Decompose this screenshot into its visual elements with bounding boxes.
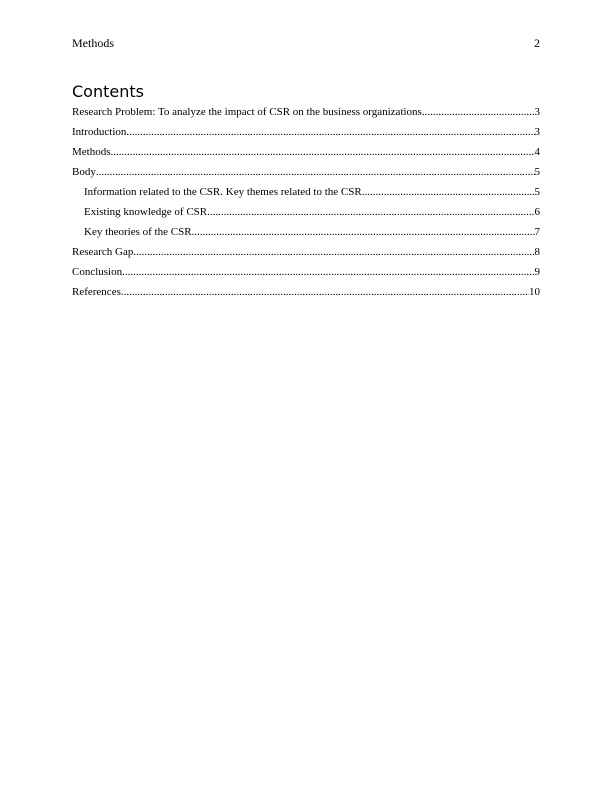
toc-dot-leader <box>96 162 535 182</box>
toc-dot-leader <box>122 262 534 282</box>
toc-entry-text: Body <box>72 166 96 178</box>
toc-entry-text: Conclusion <box>72 266 123 278</box>
toc-entry-references[interactable] <box>72 282 540 302</box>
toc-entry-research-problem[interactable] <box>72 102 540 122</box>
toc-entry-text: Introduction <box>72 126 127 138</box>
table-of-contents <box>72 102 540 302</box>
toc-entry-page: 3 <box>534 106 540 118</box>
toc-dot-leader <box>362 182 535 202</box>
toc-entry-methods[interactable] <box>72 142 540 162</box>
toc-entry-page: 10 <box>529 286 540 298</box>
toc-dot-leader <box>133 242 534 262</box>
toc-dot-leader <box>111 142 535 162</box>
toc-entry-page: 5 <box>534 166 540 178</box>
toc-entry-page: 8 <box>534 246 540 258</box>
toc-entry-conclusion[interactable] <box>72 262 540 282</box>
toc-entry-text: Methods <box>72 146 111 158</box>
toc-dot-leader <box>126 122 534 142</box>
toc-entry-page: 5 <box>534 186 540 198</box>
toc-entry-information-key-themes[interactable] <box>72 182 540 202</box>
toc-entry-text: Research Problem: To analyze the impact of CSR on the business organizations <box>72 106 422 118</box>
toc-entry-introduction[interactable] <box>72 122 540 142</box>
toc-entry-body[interactable] <box>72 162 540 182</box>
toc-dot-leader <box>121 282 529 302</box>
toc-dot-leader <box>422 102 535 122</box>
page-number: 2 <box>534 36 540 50</box>
toc-entry-key-theories[interactable] <box>72 222 540 242</box>
toc-entry-page: 7 <box>534 226 540 238</box>
toc-entry-text: Information related to the CSR. Key themes related to the CSR <box>84 186 362 198</box>
toc-dot-leader <box>207 202 534 222</box>
toc-dot-leader <box>192 222 535 242</box>
toc-entry-text: Existing knowledge of CSR <box>84 206 208 218</box>
toc-entry-page: 6 <box>534 206 540 218</box>
toc-entry-page: 9 <box>534 266 540 278</box>
toc-entry-page: 3 <box>534 126 540 138</box>
toc-entry-page: 4 <box>534 146 540 158</box>
toc-entry-text: References <box>72 286 121 298</box>
toc-entry-text: Key theories of the CSR <box>84 226 192 238</box>
toc-title: Contents <box>72 82 144 101</box>
toc-entry-text: Research Gap <box>72 246 134 258</box>
toc-entry-research-gap[interactable] <box>72 242 540 262</box>
toc-entry-existing-knowledge[interactable] <box>72 202 540 222</box>
running-title: Methods <box>72 36 114 50</box>
page-header <box>72 36 540 52</box>
